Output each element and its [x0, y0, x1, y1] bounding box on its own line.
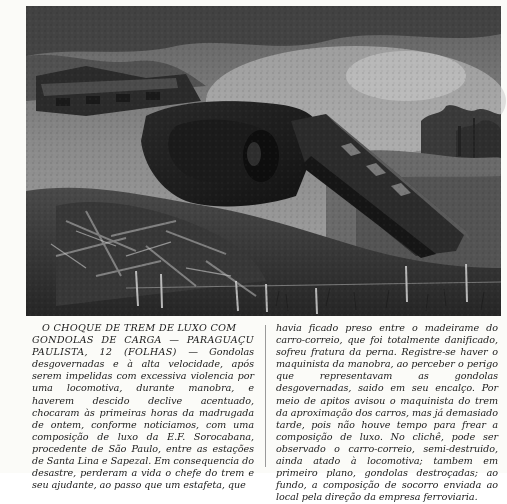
- headline-line-3: PAULISTA, 12 (FOLHAS): [32, 347, 189, 359]
- train-wreck-image: [26, 6, 501, 316]
- caption-headline: [32, 323, 254, 492]
- headline-line-1: O CHOQUE DE TREM DE LUXO COM: [42, 323, 237, 334]
- headline-line-2: GONDOLAS DE CARGA — PARAGUAÇU: [32, 335, 254, 347]
- photo-caption: [32, 323, 498, 504]
- caption-left-column: [32, 323, 255, 492]
- caption-left-body: — Gondolas desgovernadas e à alta velocidade, após serem impelidas com excessiva violencia por uma locomotiva, durante manobra, e haverem descido declive acentuado, chocaram às primeiras horas da madrugada de ontem, conforme noticiamos, com uma composição de luxo da E.F. Sorocabana, procedente de São Paulo, entre as estações de Santa Lina e Sapezal. Em consequencia do desastre, perderam a vida o chefe do trem e seu ajudante, ao passo que um estafeta, que: [32, 347, 255, 492]
- column-divider: [265, 325, 266, 467]
- train-wreck-photo: [26, 6, 501, 316]
- caption-right-body: havia ficado preso entre o madeirame do carro-correio, que foi totalmente danificado, sofreu fratura da perna. Registre-se haver o maquinista da manobra, ao perceber o perigo que representavam as gondolas desgovernadas, saido em seu encalço. Por meio de apitos avisou o maquinista do trem da aproximação dos carros, mas já demasiado tarde, pois não houve tempo para frear a composição de luxo. No clichê, pode ser observado o carro-correio, semi-destruido, ainda atado à locomotiva; tambem em primeiro plano, gondolas destroçadas; ao fundo, a composição de socorro enviada ao local pela direção da empresa ferroviaria.: [276, 323, 498, 504]
- caption-right-column: [276, 323, 498, 504]
